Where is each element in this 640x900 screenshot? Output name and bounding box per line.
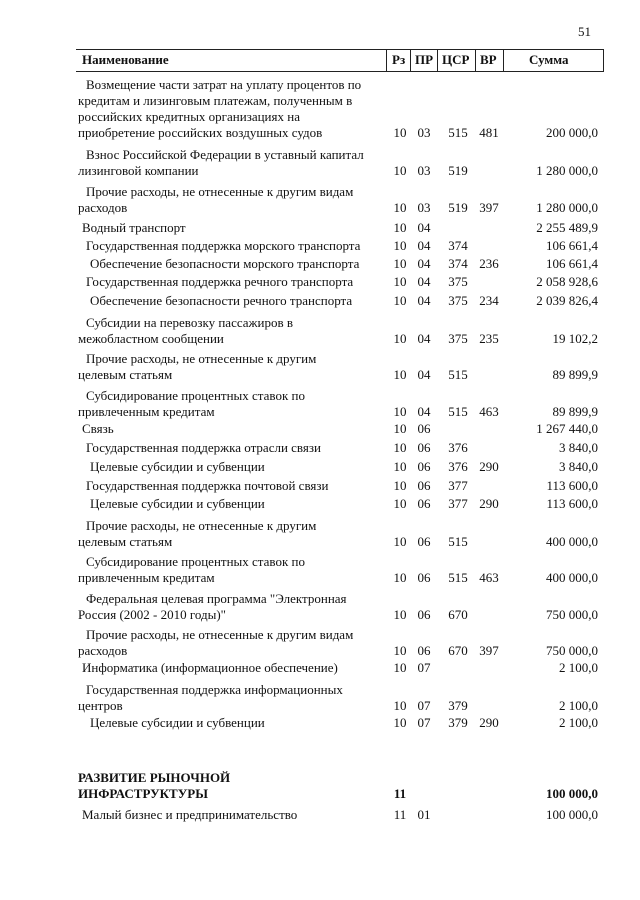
- row-sum: 2 039 826,4: [536, 293, 598, 308]
- row-name: Прочие расходы, не отнесенные к другим видам расходов: [78, 627, 354, 658]
- row-name: Прочие расходы, не отнесенные к другим целевым статьям: [78, 351, 317, 382]
- row-pr: 01: [417, 807, 431, 822]
- row-rz: 10: [393, 367, 407, 382]
- row-rz: 10: [393, 496, 407, 511]
- row-pr: 04: [417, 331, 431, 346]
- row-name: Субсидии на перевозку пассажиров в межобластном сообщении: [78, 315, 293, 346]
- header-divider: [603, 50, 604, 71]
- row-pr: 06: [417, 440, 431, 455]
- row-name-cell: [78, 440, 388, 456]
- row-name-cell: [82, 421, 392, 437]
- row-name-cell: [82, 807, 392, 823]
- row-csr: 515: [448, 404, 468, 419]
- row-pr: 03: [417, 125, 431, 140]
- header-rz: Рз: [392, 52, 406, 67]
- row-rz: 10: [393, 643, 407, 658]
- row-name-cell: [78, 554, 388, 586]
- row-csr: 375: [448, 274, 468, 289]
- row-pr: 03: [417, 200, 431, 215]
- row-name: Прочие расходы, не отнесенные к другим видам расходов: [78, 184, 354, 215]
- row-name-cell: [78, 184, 388, 216]
- row-name: Государственная поддержка морского транспорта: [86, 238, 361, 253]
- row-vr: 236: [479, 256, 499, 271]
- row-rz: 10: [393, 440, 407, 455]
- row-vr: 397: [479, 200, 499, 215]
- row-rz: 11: [393, 786, 407, 801]
- row-sum: 113 600,0: [546, 496, 598, 511]
- row-name-cell: [78, 293, 388, 309]
- row-pr: 04: [417, 274, 431, 289]
- row-sum: 2 100,0: [559, 698, 598, 713]
- row-name-cell: [78, 147, 388, 179]
- row-rz: 10: [393, 200, 407, 215]
- header-sum: Сумма: [529, 52, 569, 67]
- row-sum: 2 255 489,9: [536, 220, 598, 235]
- header-pr: ПР: [415, 52, 434, 67]
- row-name-cell: [78, 315, 388, 347]
- header-name: Наименование: [82, 52, 169, 67]
- row-pr: 06: [417, 643, 431, 658]
- row-sum: 89 899,9: [552, 404, 598, 419]
- row-vr: 463: [479, 570, 499, 585]
- row-name-cell: [78, 351, 388, 383]
- row-csr: 377: [448, 496, 468, 511]
- row-rz: 10: [393, 570, 407, 585]
- header-divider: [475, 50, 476, 71]
- row-sum: 113 600,0: [546, 478, 598, 493]
- header-divider: [386, 50, 387, 71]
- row-name: Возмещение части затрат на уплату процентов по кредитам и лизинговым платежам, полученным в российских кредитных организациях на приобретение российских воздушных судов: [78, 77, 362, 140]
- row-vr: 235: [479, 331, 499, 346]
- page-number: 51: [578, 24, 591, 39]
- row-rz: 10: [393, 404, 407, 419]
- row-rz: 10: [393, 238, 407, 253]
- row-rz: 10: [393, 607, 407, 622]
- row-pr: 06: [417, 607, 431, 622]
- header-divider: [503, 50, 504, 71]
- row-sum: 106 661,4: [546, 238, 598, 253]
- row-pr: 06: [417, 570, 431, 585]
- row-pr: 06: [417, 421, 431, 436]
- row-name: Федеральная целевая программа "Электронная Россия (2002 - 2010 годы)": [78, 591, 347, 622]
- row-csr: 375: [448, 331, 468, 346]
- row-rz: 10: [393, 256, 407, 271]
- row-csr: 374: [448, 256, 468, 271]
- row-rz: 10: [393, 331, 407, 346]
- row-sum: 2 100,0: [559, 715, 598, 730]
- row-pr: 06: [417, 478, 431, 493]
- row-name-cell: [82, 660, 392, 676]
- row-pr: 04: [417, 256, 431, 271]
- row-sum: 400 000,0: [546, 534, 598, 549]
- row-rz: 10: [393, 125, 407, 140]
- row-csr: 376: [448, 440, 468, 455]
- row-rz: 10: [393, 163, 407, 178]
- row-pr: 03: [417, 163, 431, 178]
- row-sum: 750 000,0: [546, 607, 598, 622]
- header-csr: ЦСР: [442, 52, 470, 67]
- row-csr: 379: [448, 698, 468, 713]
- table-header: [76, 49, 604, 72]
- row-vr: 290: [479, 496, 499, 511]
- header-vr: ВР: [480, 52, 497, 67]
- row-sum: 19 102,2: [552, 331, 598, 346]
- row-name: Государственная поддержка почтовой связи: [86, 478, 329, 493]
- row-sum: 1 280 000,0: [536, 200, 598, 215]
- row-vr: 481: [479, 125, 499, 140]
- row-name-cell: [78, 256, 388, 272]
- row-vr: 234: [479, 293, 499, 308]
- row-name: Целевые субсидии и субвенции: [90, 459, 265, 474]
- row-name-cell: [78, 715, 388, 731]
- row-name: РАЗВИТИЕ РЫНОЧНОЙ ИНФРАСТРУКТУРЫ: [78, 770, 231, 801]
- row-sum: 1 267 440,0: [536, 421, 598, 436]
- row-csr: 374: [448, 238, 468, 253]
- row-name-cell: [78, 627, 388, 659]
- row-sum: 400 000,0: [546, 570, 598, 585]
- row-name-cell: [78, 591, 388, 623]
- row-rz: 10: [393, 534, 407, 549]
- row-csr: 670: [448, 607, 468, 622]
- row-vr: 463: [479, 404, 499, 419]
- row-rz: 10: [393, 421, 407, 436]
- row-sum: 106 661,4: [546, 256, 598, 271]
- row-name-cell: [78, 388, 388, 420]
- row-name-cell: [78, 459, 388, 475]
- row-csr: 377: [448, 478, 468, 493]
- row-pr: 06: [417, 496, 431, 511]
- row-pr: 07: [417, 698, 431, 713]
- row-pr: 04: [417, 238, 431, 253]
- row-rz: 10: [393, 698, 407, 713]
- row-sum: 200 000,0: [546, 125, 598, 140]
- row-name: Взнос Российской Федерации в уставный капитал лизинговой компании: [78, 147, 364, 178]
- row-pr: 07: [417, 715, 431, 730]
- row-sum: 100 000,0: [546, 786, 598, 801]
- row-csr: 670: [448, 643, 468, 658]
- row-csr: 379: [448, 715, 468, 730]
- row-name: Государственная поддержка отрасли связи: [86, 440, 321, 455]
- row-pr: 06: [417, 459, 431, 474]
- header-divider: [410, 50, 411, 71]
- row-name: Субсидирование процентных ставок по привлеченным кредитам: [78, 388, 305, 419]
- row-pr: 07: [417, 660, 431, 675]
- row-sum: 750 000,0: [546, 643, 598, 658]
- row-pr: 04: [417, 220, 431, 235]
- row-rz: 10: [393, 220, 407, 235]
- row-csr: 376: [448, 459, 468, 474]
- row-sum: 1 280 000,0: [536, 163, 598, 178]
- row-name: Целевые субсидии и субвенции: [90, 715, 265, 730]
- row-name: Государственная поддержка речного транспорта: [86, 274, 354, 289]
- row-name: Водный транспорт: [82, 220, 186, 235]
- row-name-cell: [78, 682, 388, 714]
- row-rz: 10: [393, 293, 407, 308]
- row-sum: 2 100,0: [559, 660, 598, 675]
- row-csr: 515: [448, 570, 468, 585]
- row-csr: 519: [448, 163, 468, 178]
- row-name: Обеспечение безопасности морского транспорта: [90, 256, 360, 271]
- row-sum: 3 840,0: [559, 440, 598, 455]
- row-name-cell: [82, 220, 392, 236]
- row-name: Информатика (информационное обеспечение): [82, 660, 338, 675]
- row-rz: 10: [393, 459, 407, 474]
- row-pr: 06: [417, 534, 431, 549]
- row-name: Субсидирование процентных ставок по привлеченным кредитам: [78, 554, 305, 585]
- row-sum: 89 899,9: [552, 367, 598, 382]
- row-csr: 519: [448, 200, 468, 215]
- row-vr: 290: [479, 459, 499, 474]
- row-rz: 11: [393, 807, 407, 822]
- row-pr: 04: [417, 404, 431, 419]
- row-csr: 515: [448, 125, 468, 140]
- row-name-cell: [78, 518, 388, 550]
- row-name-cell: [78, 238, 388, 254]
- row-vr: 397: [479, 643, 499, 658]
- row-name-cell: [78, 496, 388, 512]
- row-name: Связь: [82, 421, 114, 436]
- row-pr: 04: [417, 367, 431, 382]
- row-sum: 100 000,0: [546, 807, 598, 822]
- row-sum: 2 058 928,6: [536, 274, 598, 289]
- row-name: Государственная поддержка информационных центров: [78, 682, 343, 713]
- row-name-cell: [78, 274, 388, 290]
- row-name: Обеспечение безопасности речного транспорта: [90, 293, 353, 308]
- row-name-cell: [78, 77, 388, 141]
- row-csr: 375: [448, 293, 468, 308]
- row-rz: 10: [393, 478, 407, 493]
- row-pr: 04: [417, 293, 431, 308]
- row-rz: 10: [393, 660, 407, 675]
- row-name: Прочие расходы, не отнесенные к другим целевым статьям: [78, 518, 317, 549]
- row-name: Малый бизнес и предпринимательство: [82, 807, 298, 822]
- row-csr: 515: [448, 534, 468, 549]
- header-divider: [437, 50, 438, 71]
- row-name-cell: [78, 770, 388, 802]
- row-rz: 10: [393, 274, 407, 289]
- row-csr: 515: [448, 367, 468, 382]
- row-vr: 290: [479, 715, 499, 730]
- row-name-cell: [78, 478, 388, 494]
- row-sum: 3 840,0: [559, 459, 598, 474]
- row-name: Целевые субсидии и субвенции: [90, 496, 265, 511]
- row-rz: 10: [393, 715, 407, 730]
